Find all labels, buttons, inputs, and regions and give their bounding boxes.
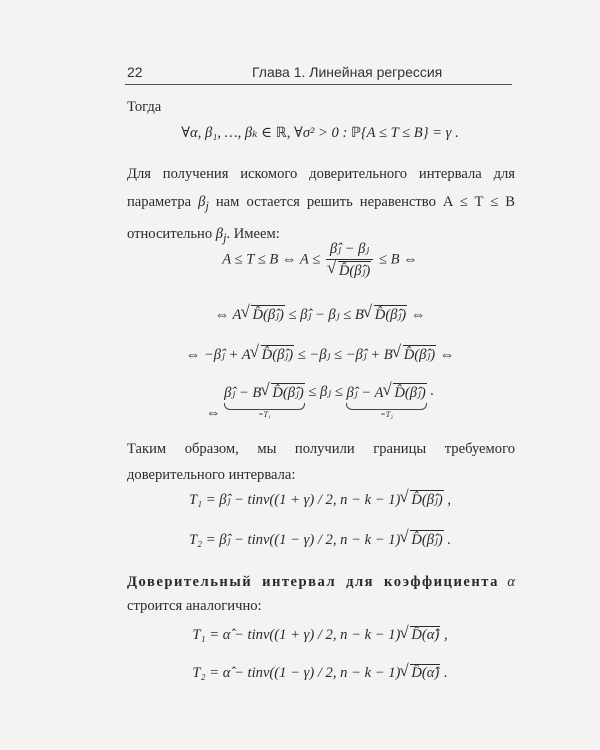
running-title: Глава 1. Линейная регрессия <box>252 64 443 80</box>
eq4-c: ⇔ <box>436 347 455 363</box>
eq3-b: ≤ β̂ⱼ − βⱼ ≤ B <box>284 307 364 323</box>
eq3-a: ⇔ A <box>214 307 242 323</box>
p2-text-d: нам остается решить неравенство A ≤ T ≤ B относительно <box>127 194 515 242</box>
eq3-c: ⇔ <box>407 307 426 323</box>
p2-beta: β <box>198 194 206 210</box>
underbrace-line-1 <box>224 403 305 410</box>
equation-step-2 <box>125 345 515 364</box>
equation-t1 <box>125 490 515 509</box>
underbrace-label-t2: =T₂ <box>380 410 393 419</box>
eq9-c: . <box>440 665 448 681</box>
eq1-mid: , ∀σ² > 0 : <box>286 125 351 141</box>
header-rule <box>125 84 512 85</box>
p2-beta-index: j <box>205 198 209 213</box>
underbrace-line-2 <box>346 403 426 410</box>
eq5-group-2: β̂ⱼ − A <box>346 385 384 401</box>
eq7-a: T₂ = β̂ⱼ − tinv((1 − γ) / 2, n − k − 1) <box>188 532 401 548</box>
eq8-a: T₁ = α̂ − tinv((1 + γ) / 2, n − k − 1) <box>192 627 401 643</box>
eq4-b: ≤ −βⱼ ≤ −β̂ⱼ + B <box>294 347 393 363</box>
eq2-denominator: D̂(β̂ⱼ) <box>338 263 371 279</box>
eq3-root-2: D̂(β̂ⱼ) <box>374 307 407 323</box>
eq9-root: D̂(α̂) <box>411 665 440 681</box>
underbrace-t2 <box>346 383 426 419</box>
underbrace-t1 <box>224 383 305 419</box>
eq4-root-1: D̂(β̂ⱼ) <box>261 347 294 363</box>
page-number: 22 <box>127 64 143 80</box>
eq1-left: ∀α, β₁, …, βₖ ∈ <box>181 125 276 141</box>
eq5-root-1: D̂(β̂ⱼ) <box>272 385 304 401</box>
paragraph-intro <box>127 160 515 252</box>
equation-step-3 <box>125 383 515 422</box>
paragraph-then: Тогда <box>127 99 162 115</box>
paragraph-alpha <box>127 570 515 618</box>
equation-normalized <box>125 240 515 280</box>
eq7-c: . <box>443 532 452 548</box>
eq4-root-2: D̂(β̂ⱼ) <box>403 347 436 363</box>
equation-step-1 <box>125 305 515 324</box>
eq5-c: . <box>430 383 435 399</box>
eq2-lhs: A ≤ T ≤ B ⇔ A ≤ <box>222 251 321 268</box>
eq8-c: , <box>440 627 448 643</box>
eq1-right: {A ≤ T ≤ B} = γ . <box>360 125 459 141</box>
underbrace-label-t1: =T₁ <box>258 410 271 419</box>
eq7-root: D̂(β̂ⱼ) <box>411 532 443 548</box>
paragraph-bounds: Таким образом, мы получили границы требуемого доверительного интервала: <box>127 441 515 483</box>
eq1-field: ℝ <box>275 125 287 141</box>
eq2-fraction <box>326 240 373 280</box>
eq9-a: T₂ = α̂ − tinv((1 − γ) / 2, n − k − 1) <box>192 665 401 681</box>
equation-quantifiers <box>125 124 515 142</box>
eq3-root-1: D̂(β̂ⱼ) <box>252 307 284 323</box>
eq1-prob: ℙ <box>351 125 361 141</box>
eq5-group-1: β̂ⱼ − B <box>224 385 262 401</box>
alpha-rest: строится аналогично: <box>127 598 262 614</box>
p2-text-g: . Имеем: <box>226 225 280 242</box>
eq6-c: , <box>443 492 452 508</box>
p2-beta-2: β <box>215 225 224 242</box>
eq5-a: ⇔ <box>205 405 225 421</box>
equation-alpha-t2 <box>125 664 515 682</box>
eq6-a: T₁ = β̂ⱼ − tinv((1 + γ) / 2, n − k − 1) <box>188 492 401 508</box>
eq6-root: D̂(β̂ⱼ) <box>411 492 443 508</box>
eq2-numerator: β̂ⱼ − βⱼ <box>326 240 373 260</box>
eq2-rhs: ≤ B ⇔ <box>378 251 418 268</box>
eq8-root: D̂(α̂) <box>411 627 440 643</box>
eq5-b: ≤ βⱼ ≤ <box>308 384 347 400</box>
equation-t2 <box>125 530 515 549</box>
equation-alpha-t1 <box>125 626 515 644</box>
p2-beta-2-index: j <box>223 230 227 245</box>
p2-text-a: Для получения искомого доверительного интервала для параметра <box>127 166 515 210</box>
eq4-a: ⇔ −β̂ⱼ + A <box>185 347 251 363</box>
alpha-symbol: α <box>498 574 516 590</box>
alpha-heading: Доверительный интервал для коэффициента <box>127 574 499 590</box>
eq5-root-2: D̂(β̂ⱼ) <box>394 385 426 401</box>
